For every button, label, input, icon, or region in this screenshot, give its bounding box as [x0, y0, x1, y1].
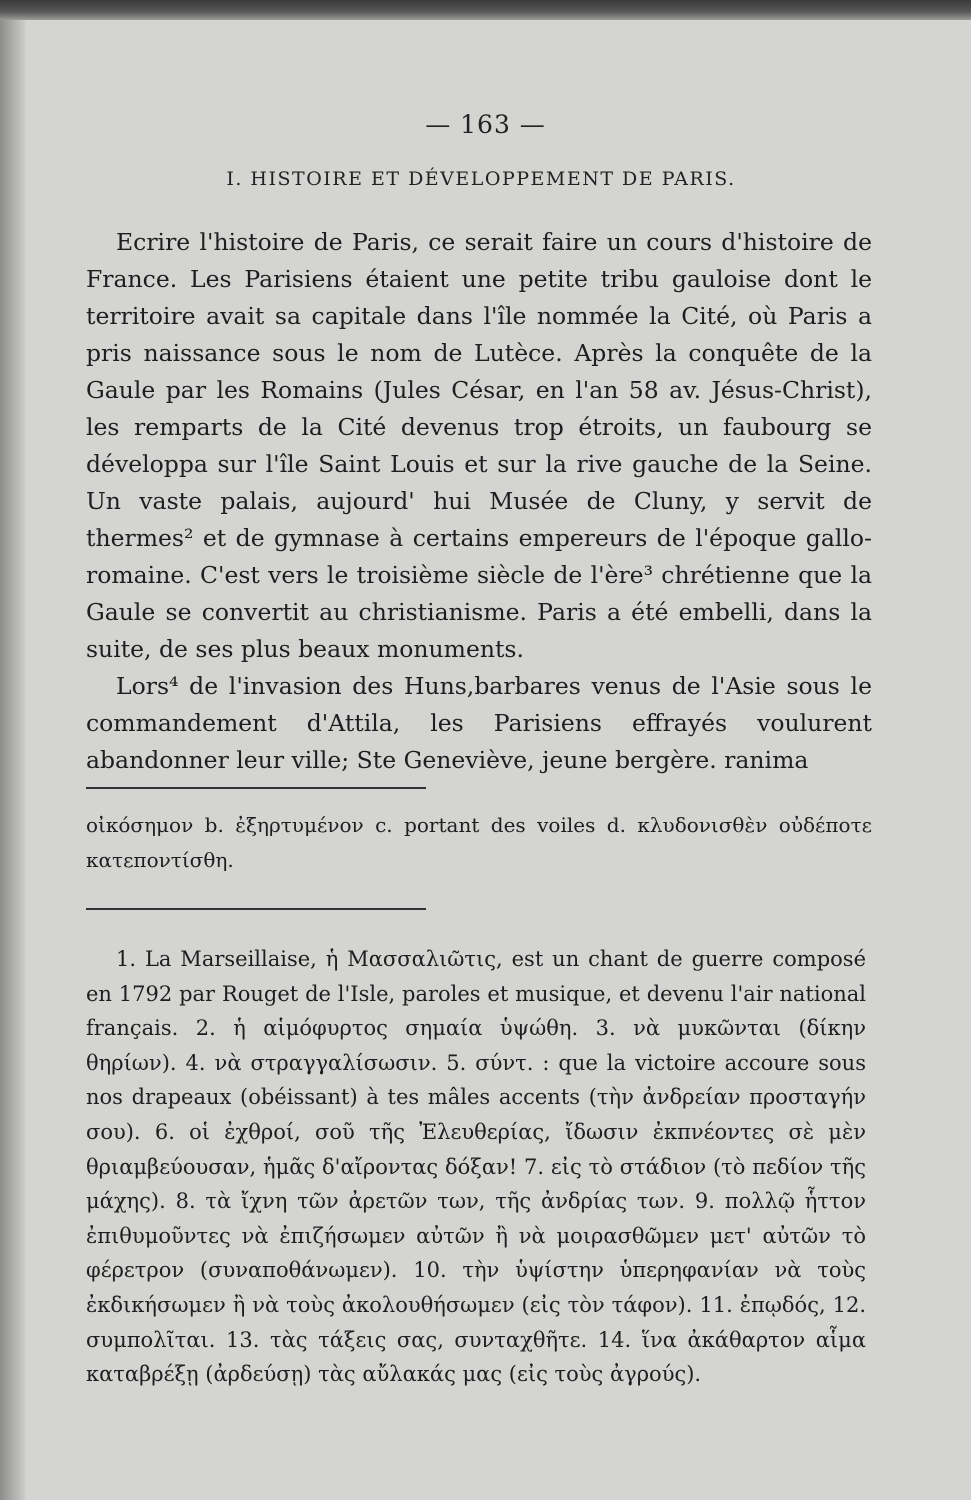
- footnote-divider: [86, 908, 426, 910]
- gloss-note: οἰκόσημον b. ἐξηρτυμένον c. portant des voiles d. κλυδονισθὲν οὐδέποτε κατεποντίσθη.: [86, 813, 872, 872]
- paragraph: Ecrire l'histoire de Paris, ce serait faire un cours d'histoire de France. Les Parisiens étaient une petite tribu gauloise dont le territoire avait sa capitale dans l'île nommée la Cité, où Paris a pris naissance sous le nom de Lutèce. Après la conquête de la Gaule par les Romains (Jules César, en l'an 58 av. Jésus-Christ), les remparts de la Cité devenus trop étroits, un faubourg se développa sur l'île Saint Louis et sur la rive gauche de la Seine. Un vaste palais, aujourd' hui Musée de Cluny, y servit de thermes² et de gymnase à certains empereurs de l'époque gallo-romaine. C'est vers le troisième siècle de l'ère³ chrétienne que la Gaule se convertit au christianisme. Paris a été embelli, dans la suite, de ses plus beaux monuments.: [86, 228, 872, 663]
- main-text: [86, 224, 872, 779]
- footnotes: 1. La Marseillaise, ἡ Μασσαλιῶτις, est un chant de guerre composé en 1792 par Rouget de l'Isle, paroles et musique, et devenu l'air national français. 2. ἡ αἱμόφυρτος σημαία ὑψώθη. 3. νὰ μυκῶνται (δίκην θηρίων). 4. νὰ στραγγαλίσωσιν. 5. σύντ. : que la victoire accoure sous nos drapeaux (obéissant) à tes mâles accents (τὴν ἀνδρείαν προσταγήν σου). 6. οἱ ἐχθροί, σοῦ τῆς Ἐλευθερίας, ἴδωσιν ἐκπνέοντες σὲ μὲν θριαμβεύουσαν, ἡμᾶς δ'αἴροντας δόξαν! 7. εἰς τὸ στάδιον (τὸ πεδίον τῆς μάχης). 8. τὰ ἴχνη τῶν ἀρετῶν των, τῆς ἀνδρίας των. 9. πολλῷ ἧττον ἐπιθυμοῦντες νὰ ἐπιζήσωμεν αὐτῶν ἢ νὰ μοιρασθῶμεν μετ' αὐτῶν τὸ φέρετρον (συναποθάνωμεν). 10. τὴν ὑψίστην ὑπερηφανίαν νὰ τοὺς ἐκδικήσωμεν ἢ νὰ τοὺς ἀκολουθήσωμεν (εἰς τὸν τάφον). 11. ἐπῳδός, 12. συμπολῖται. 13. τὰς τάξεις σας, συνταχθῆτε. 14. ἵνα ἀκάθαρτον αἷμα καταβρέξῃ (ἀρδεύσῃ) τὰς αὔλακάς μας (εἰς τοὺς ἀγρούς).: [86, 947, 866, 1387]
- section-heading: I. HISTOIRE ET DÉVELOPPEMENT DE PARIS.: [226, 168, 736, 190]
- paragraph: Lors⁴ de l'invasion des Huns,barbares venus de l'Asie sous le commandement d'Attila, les Parisiens effrayés voulurent abandonner leur ville; Ste Geneviève, jeune bergère. ranima: [86, 672, 872, 774]
- footnote-divider: [86, 787, 426, 789]
- page-top-edge: [0, 0, 971, 20]
- page-number: — 163 —: [425, 110, 546, 139]
- page-binding-shadow: [0, 20, 26, 1500]
